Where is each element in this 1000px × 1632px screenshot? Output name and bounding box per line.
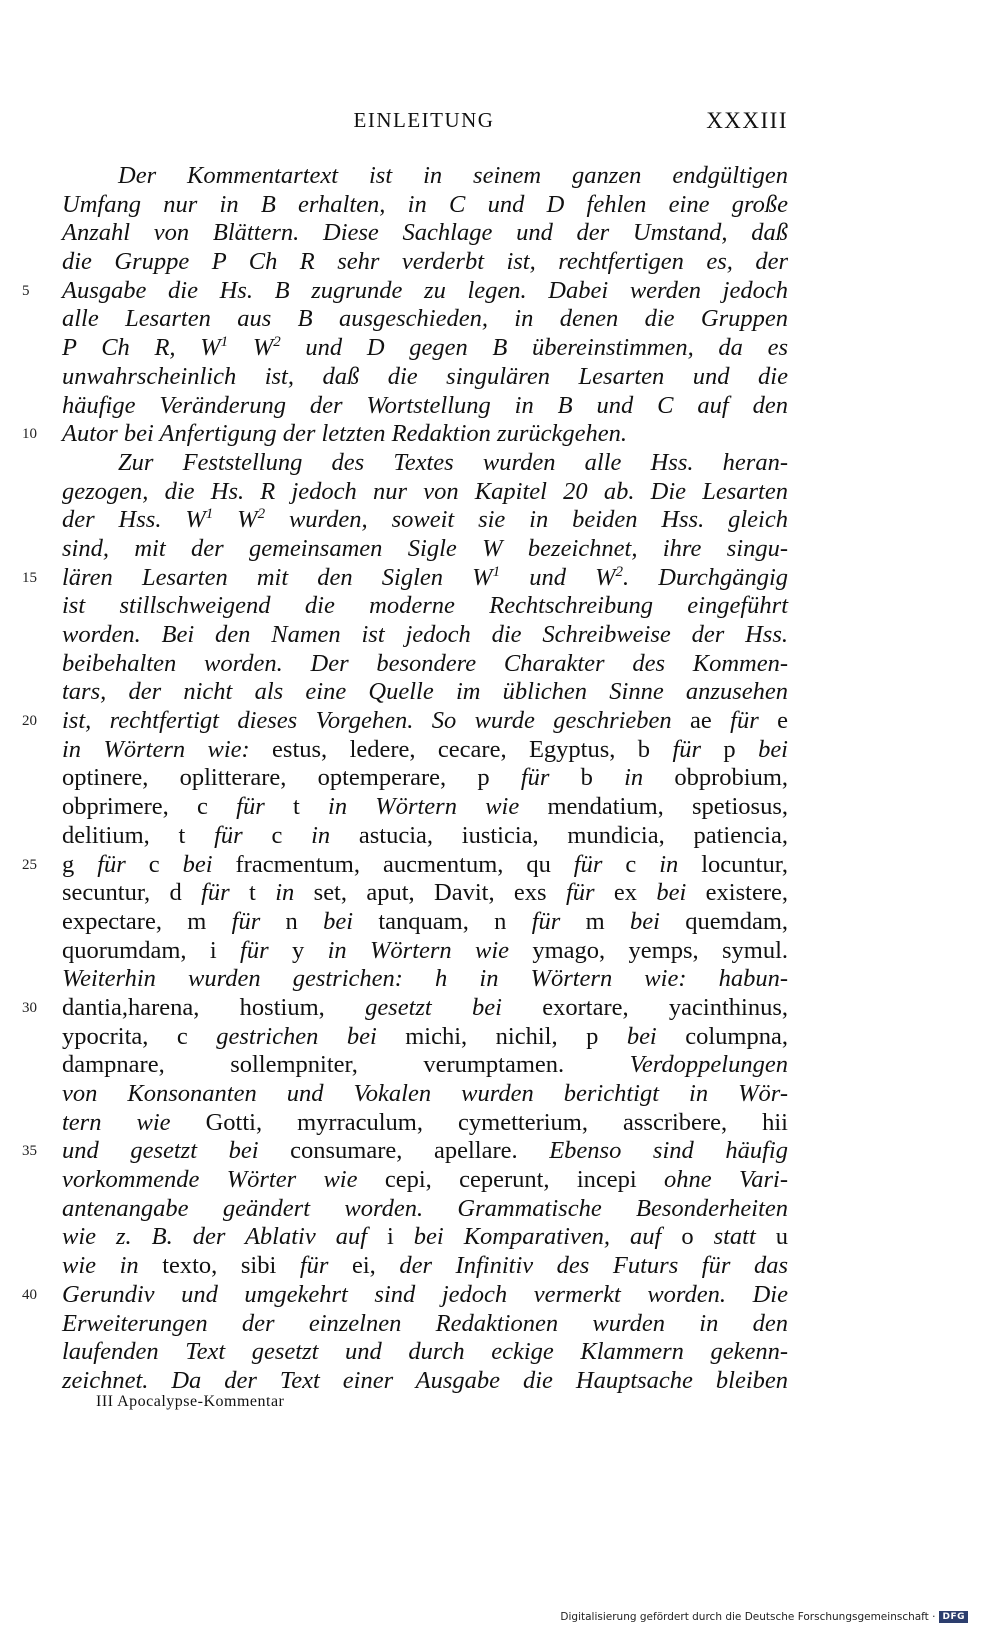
body-text xyxy=(22,162,789,1396)
text-line: P Ch R, $W^1$ $W^2$ und D gegen B übereinstimmen, da es xyxy=(62,334,788,362)
text-line: laufenden Text gesetzt und durch eckige Klammern gekenn- xyxy=(62,1338,788,1366)
text-line: obprimere, c für t in Wörtern wie mendatium, spetiosus, xyxy=(62,793,788,821)
text-line: sind, mit der gemeinsamen Sigle W bezeichnet, ihre singu- xyxy=(62,534,788,562)
text-line: beibehalten worden. Der besondere Charakter des Kommen- xyxy=(62,649,788,677)
running-head xyxy=(60,108,788,140)
line-number: 35 xyxy=(22,1143,37,1160)
line-number: 10 xyxy=(22,426,37,443)
digitization-credit xyxy=(560,1611,968,1623)
text-line: vorkommende Wörter wie cepi, ceperunt, incepi ohne Vari- xyxy=(62,1166,789,1194)
text-line: secuntur, d für t in set, aput, Davit, exs für ex bei existere, xyxy=(62,879,788,907)
text-line: gezogen, die Hs. R jedoch nur von Kapitel 20 ab. Die Lesarten xyxy=(62,477,788,505)
text-line: 10 Autor bei Anfertigung der letzten Redaktion zurückgehen. xyxy=(22,420,627,448)
text-line: Umfang nur in B erhalten, in C und D fehlen eine große xyxy=(62,190,788,218)
line-number: 25 xyxy=(22,856,37,873)
text-line: unwahrscheinlich ist, daß die singulären Lesarten und die xyxy=(62,362,788,390)
text-line: worden. Bei den Namen ist jedoch die Schreibweise der Hss. xyxy=(62,621,788,648)
text-line: Weiterhin wurden gestrichen: h in Wörtern wie: habun- xyxy=(62,965,788,993)
text-line: 20 ist, rechtfertigt dieses Vorgehen. So wurde geschrieben ae für e xyxy=(22,707,788,735)
line-number: 30 xyxy=(22,999,37,1016)
text-line: alle Lesarten aus B ausgeschieden, in denen die Gruppen xyxy=(62,305,788,333)
running-head-title: EINLEITUNG xyxy=(353,108,495,132)
text-line: Zur Feststellung des Textes wurden alle Hss. heran- xyxy=(118,448,788,476)
text-line: quorumdam, i für y in Wörtern wie ymago, yemps, symul. xyxy=(62,936,788,964)
credit-text: Digitalisierung gefördert durch die Deutsche Forschungsgemeinschaft · xyxy=(560,1611,936,1623)
dfg-logo-icon: DFG xyxy=(939,1611,968,1623)
text-line: Anzahl von Blättern. Diese Sachlage und der Umstand, daß xyxy=(62,219,788,247)
text-line: 25 g für c bei fracmentum, aucmentum, qu für c in locuntur, xyxy=(22,850,789,878)
text-line: zeichnet. Da der Text einer Ausgabe die Hauptsache bleiben xyxy=(62,1366,788,1394)
text-line: in Wörtern wie: estus, ledere, cecare, Egyptus, b für p bei xyxy=(62,735,788,763)
text-line: tars, der nicht als eine Quelle im üblichen Sinne anzusehen xyxy=(62,678,788,706)
line-number: 5 xyxy=(22,282,30,299)
text-line: der Hss. $W^1$ $W^2$ wurden, soweit sie in beiden Hss. gleich xyxy=(62,506,788,534)
text-line: Erweiterungen der einzelnen Redaktionen wurden in den xyxy=(62,1309,788,1337)
text-line: wie z. B. der Ablativ auf i bei Komparativen, auf o statt u xyxy=(62,1223,789,1251)
text-line: antenangabe geändert worden. Grammatische Besonderheiten xyxy=(62,1194,788,1222)
text-line: häufige Veränderung der Wortstellung in B und C auf den xyxy=(62,391,788,419)
line-number: 15 xyxy=(22,569,37,586)
text-line: dampnare, sollempniter, verumptamen. Verdoppelungen xyxy=(62,1051,788,1079)
signature-mark: III Apocalypse-Kommentar xyxy=(96,1393,285,1410)
text-line: tern wie Gotti, myrraculum, cymetterium, asscribere, hii xyxy=(62,1108,788,1136)
line-number: 40 xyxy=(22,1286,37,1303)
text-line: optinere, oplitterare, optemperare, p für b in obprobium, xyxy=(62,764,789,792)
text-line: Der Kommentartext ist in seinem ganzen endgültigen xyxy=(118,162,788,189)
text-line: 15 lären Lesarten mit den Siglen $W^1$ und $W^2$. Durchgängig xyxy=(22,563,789,591)
text-line: delitium, t für c in astucia, iusticia, mundicia, patiencia, xyxy=(62,821,788,849)
text-line: ypocrita, c gestrichen bei michi, nichil, p bei columpna, xyxy=(62,1022,788,1050)
text-line: die Gruppe P Ch R sehr verderbt ist, rechtfertigen es, der xyxy=(62,248,788,276)
text-line: 5 Ausgabe die Hs. B zugrunde zu legen. Dabei werden jedoch xyxy=(22,276,788,304)
text-line: 40 Gerundiv und umgekehrt sind jedoch vermerkt worden. Die xyxy=(22,1280,788,1308)
text-line: 35 und gesetzt bei consumare, apellare. Ebenso sind häufig xyxy=(22,1137,788,1165)
text-line: ist stillschweigend die moderne Rechtschreibung eingeführt xyxy=(62,592,788,620)
line-number: 20 xyxy=(22,713,37,730)
text-line: expectare, m für n bei tanquam, n für m bei quemdam, xyxy=(62,907,788,935)
page-number: XXXIII xyxy=(706,108,788,133)
text-line: von Konsonanten und Vokalen wurden berichtigt in Wör- xyxy=(62,1080,788,1107)
text-line: wie in texto, sibi für ei, der Infinitiv des Futurs für das xyxy=(62,1252,788,1280)
text-line: 30 dantia,harena, hostium, gesetzt bei exortare, yacinthinus, xyxy=(22,993,788,1021)
